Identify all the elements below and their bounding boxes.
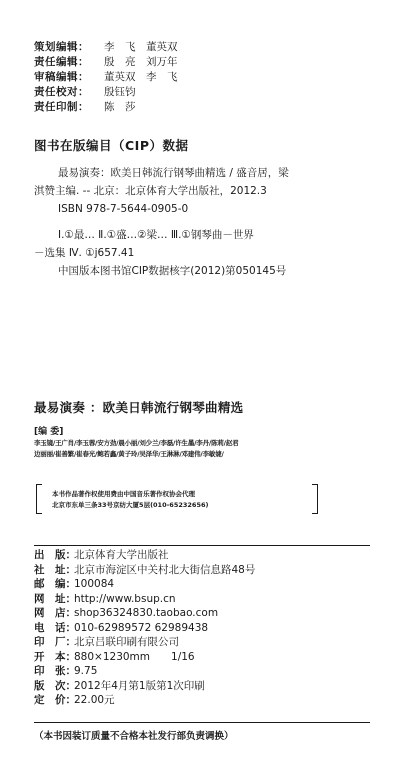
- pub-value: 9.75: [74, 665, 98, 677]
- binding-quality-note: （本书因装订质量不合格本社发行部负责调换）: [34, 731, 234, 742]
- editor-names: 李 飞 董英双: [104, 41, 178, 53]
- cip-title: 图书在版编目（CIP）数据: [34, 138, 189, 153]
- pub-label: 邮 编：: [34, 578, 76, 590]
- divider-top: [34, 545, 370, 546]
- pub-label: 印 张：: [34, 665, 76, 677]
- cip-classification-line: －选集 Ⅳ. ①j657.41: [34, 247, 135, 259]
- bracket-right: [312, 484, 318, 514]
- compile-committee-tag: [编 委]: [34, 427, 64, 437]
- pub-value: 880×1230mm 1/16: [74, 650, 195, 663]
- notice-line: 北京市东单三条33号京纺大厦5层(010-65232656): [52, 501, 209, 509]
- pub-value: 010-62989572 62989438: [74, 621, 209, 634]
- pub-row-address: [34, 563, 255, 578]
- pub-label: 印 厂：: [34, 636, 76, 648]
- compiler-list: [34, 438, 364, 460]
- pub-row-publisher: [34, 548, 255, 563]
- editor-row-review: [34, 70, 178, 85]
- pub-label: 网 址：: [34, 592, 76, 605]
- editor-row-responsible: [34, 55, 178, 70]
- cip-entry-line: 淇赞主编. -- 北京：北京体育大学出版社，2012.3: [34, 185, 267, 197]
- bracket-left: [36, 484, 42, 514]
- pub-label: 网 店：: [34, 607, 76, 619]
- pub-value: 2012年4月第1版第1次印刷: [74, 679, 205, 692]
- editor-row-planning: [34, 40, 178, 55]
- cip-isbn: ISBN 978-7-5644-0905-0: [58, 203, 189, 215]
- editor-names: 董英双 李 飞: [104, 71, 178, 83]
- royalty-notice: [36, 484, 318, 514]
- compiler-line: 李玉镜/王广肖/李玉蓉/安方劲/晨小丽/刘少兰/李磊/许生墨/李丹/陈莉/赵君: [34, 439, 239, 447]
- publishing-details: [34, 548, 255, 708]
- cip-entry-line: 最易演奏：欧美日韩流行钢琴曲精选 / 盛音居，梁: [58, 167, 289, 179]
- pub-label: 版 次：: [34, 679, 76, 692]
- pub-value: http://www.bsup.cn: [74, 592, 176, 605]
- cip-record: [34, 164, 374, 280]
- pub-label: 电 话：: [34, 621, 76, 634]
- pub-row-phone: [34, 621, 255, 636]
- pub-row-price: [34, 693, 255, 708]
- pub-row-website: [34, 592, 255, 607]
- pub-label: 开 本：: [34, 650, 76, 663]
- editor-label: 审稿编辑：: [34, 71, 89, 83]
- pub-label: 出 版：: [34, 549, 76, 561]
- editor-label: 责任编辑：: [34, 56, 89, 68]
- editor-names: 陈 莎: [104, 101, 136, 113]
- pub-row-printer: [34, 635, 255, 650]
- cip-data-number: 中国版本图书馆CIP数据核字(2012)第050145号: [58, 265, 287, 277]
- pub-value: shop36324830.taobao.com: [74, 607, 219, 619]
- compiler-line: 边丽丽/崔善繁/崔春光/鲍若鑫/黄子玲/吴泽华/王淋淋/邓建伟/李敏婕/: [34, 450, 224, 458]
- pub-value: 22.00元: [74, 694, 115, 706]
- pub-row-postcode: [34, 577, 255, 592]
- editor-row-proofreading: [34, 85, 178, 100]
- pub-row-sheets: [34, 664, 255, 679]
- notice-line: 本书作品著作权使用费由中国音乐著作权协会代理: [52, 490, 195, 498]
- book-title: 最易演奏 ：欧美日韩流行钢琴曲精选: [34, 400, 244, 415]
- editor-label: 责任印制：: [34, 101, 89, 113]
- pub-row-online-shop: [34, 606, 255, 621]
- pub-row-format: [34, 650, 255, 665]
- editors-block: [34, 40, 178, 115]
- editor-names: 殷 亮 刘万年: [104, 56, 178, 68]
- divider-bottom: [34, 722, 370, 723]
- pub-label: 社 址：: [34, 563, 76, 576]
- pub-row-edition: [34, 679, 255, 694]
- editor-label: 责任校对：: [34, 86, 89, 98]
- pub-label: 定 价：: [34, 694, 76, 706]
- pub-value: 北京吕联印刷有限公司: [74, 636, 179, 648]
- editor-label: 策划编辑：: [34, 41, 89, 53]
- cip-classification-line: Ⅰ.①最… Ⅱ.①盛…②梁… Ⅲ.①钢琴曲－世界: [58, 229, 254, 241]
- pub-value: 北京市海淀区中关村北大街信息路48号: [74, 563, 256, 576]
- editor-names: 殷钰钧: [104, 86, 136, 98]
- pub-value: 100084: [74, 578, 115, 590]
- pub-value: 北京体育大学出版社: [74, 549, 169, 561]
- editor-row-printing: [34, 100, 178, 115]
